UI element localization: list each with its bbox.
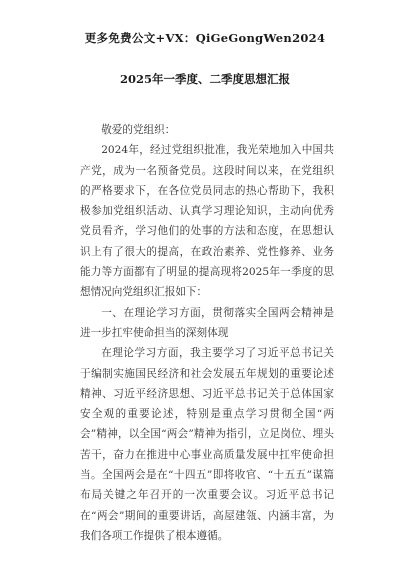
document-title: 2025年一季度、二季度思想汇报 xyxy=(119,72,290,86)
promo-header: 更多免费公文+VX：QiGeGongWen2024 xyxy=(84,31,326,45)
paragraph-intro: 2024年，经过党组织批准，我光荣地加入中国共产党，成为一名预备党员。这段时间以来，在党组织的严格要求下，在各位党员同志的热心帮助下，我积极参加党组织活动、认真学习理论知识，主动向优秀党员看齐，学习他们的处事的方法和态度，在思想认识上有了很大的提高，在政治素养、党性修养、业务能力等方面都有了明显的提高现将2025年一季度的思想情况向党组织汇报如下： xyxy=(80,144,334,299)
document-body xyxy=(80,120,334,546)
paragraph-study: 在理论学习方面，我主要学习了习近平总书记关于编制实施国民经济和社会发展五年规划的重要论述精神、习近平经济思想、习近平总书记关于总体国家安全观的重要论述，特别是重点学习贯彻全国“两会”精神，以全国“两会”精神为指引，立足岗位、埋头苦干，奋力在推进中心事业高质量发展中扛牢使命担当。全国两会是在“十四五”即将收官、“十五五”谋篇布局关键之年召开的一次重要会议。习近平总书记在“两会”期间的重要讲话，高屋建瓴、内涵丰富，为我们各项工作提供了根本遵循。 xyxy=(80,347,334,542)
section-heading-1: 一、在理论学习方面，贯彻落实全国两会精神是进一步扛牢使命担当的深刻体现 xyxy=(80,306,334,339)
salutation: 敬爱的党组织： xyxy=(101,124,176,136)
